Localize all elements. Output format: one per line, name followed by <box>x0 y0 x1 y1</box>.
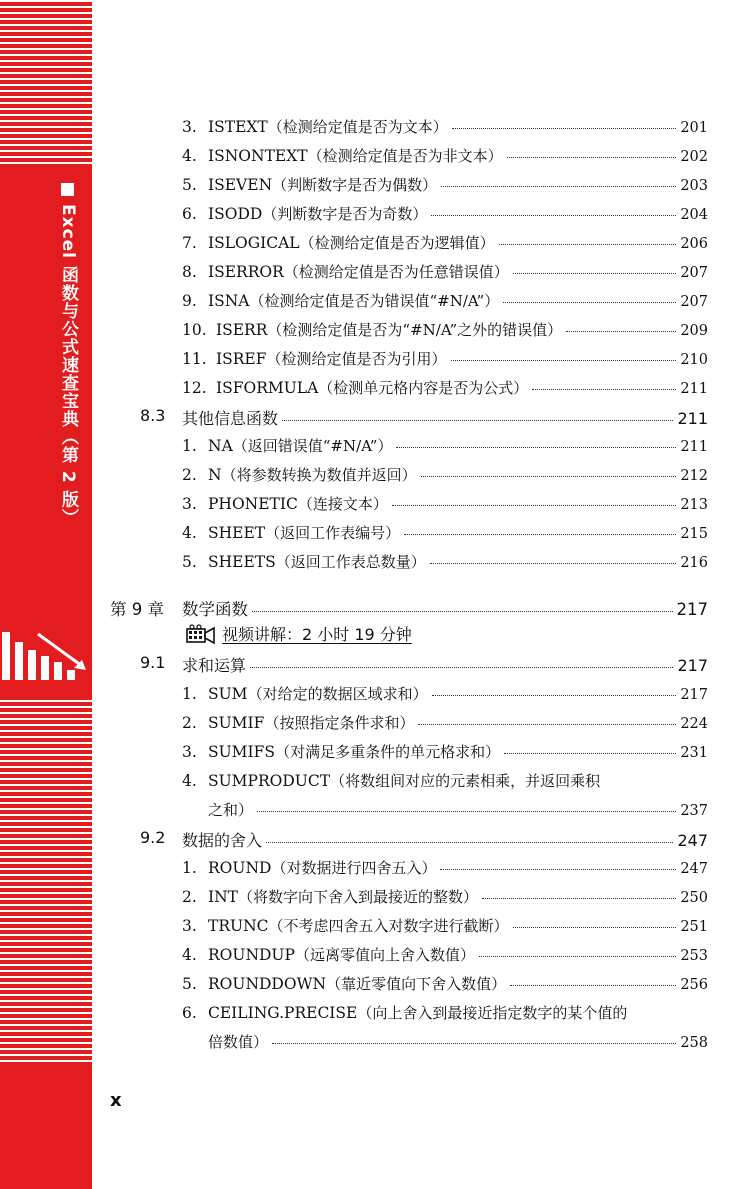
toc-entry-sheet[interactable]: 4. SHEET （返回工作表编号） 215 <box>182 524 708 542</box>
toc-entry-trunc[interactable]: 3. TRUNC （不考虑四舍五入对数字进行截断） 251 <box>182 917 708 935</box>
dot-leader <box>507 157 677 158</box>
dot-leader <box>421 476 677 477</box>
dot-leader <box>282 420 673 421</box>
dot-leader <box>396 447 676 448</box>
dot-leader <box>392 505 676 506</box>
dot-leader <box>252 611 673 612</box>
dot-leader <box>441 186 676 187</box>
dot-leader <box>418 724 676 725</box>
toc-entry-isformula[interactable]: 12. ISFORMULA （检测单元格内容是否为公式） 211 <box>182 379 708 397</box>
toc-entry-roundup[interactable]: 4. ROUNDUP （远离零值向上舍入数值） 253 <box>182 946 708 964</box>
dot-leader <box>510 985 676 986</box>
dot-leader <box>504 753 676 754</box>
toc-entry-iserr[interactable]: 10. ISERR （检测给定值是否为“#N/A”之外的错误值） 209 <box>182 321 708 339</box>
toc-entry-n[interactable]: 2. N （将参数转换为数值并返回） 212 <box>182 466 708 484</box>
dot-leader <box>503 302 676 303</box>
toc-section-8-3[interactable]: 其他信息函数 211 <box>182 409 708 428</box>
dot-leader <box>257 811 676 812</box>
section-number-9-2: 9.2 <box>140 828 166 847</box>
dot-leader <box>452 128 677 129</box>
toc-entry-isnontext[interactable]: 4. ISNONTEXT （检测给定值是否为非文本） 202 <box>182 147 708 165</box>
dot-leader <box>432 695 677 696</box>
toc-section-9-1[interactable]: 求和运算 217 <box>182 656 708 675</box>
dot-leader <box>482 898 676 899</box>
page-number: x <box>110 1090 122 1111</box>
toc-entry-istext[interactable]: 3. ISTEXT （检测给定值是否为文本） 201 <box>182 118 708 136</box>
toc-entry-sumproduct[interactable]: 4. SUMPRODUCT （将数组间对应的元素相乘，并返回乘积 <box>182 772 601 790</box>
dot-leader <box>250 667 673 668</box>
video-lecture-link[interactable] <box>186 622 412 645</box>
dot-leader <box>431 215 676 216</box>
toc-entry-iserror[interactable]: 8. ISERROR （检测给定值是否为任意错误值） 207 <box>182 263 708 281</box>
section-number-8-3: 8.3 <box>140 406 166 425</box>
toc-entry-iseven[interactable]: 5. ISEVEN （判断数字是否为偶数） 203 <box>182 176 708 194</box>
dot-leader <box>566 331 676 332</box>
toc-section-9-2[interactable]: 数据的舍入 247 <box>182 831 708 850</box>
toc-entry-rounddown[interactable]: 5. ROUNDDOWN （靠近零值向下舍入数值） 256 <box>182 975 708 993</box>
toc-entry-isref[interactable]: 11. ISREF （检测给定值是否为引用） 210 <box>182 350 708 368</box>
dot-leader <box>404 534 676 535</box>
video-lecture-text: 视频讲解：2 小时 19 分钟 <box>222 625 412 644</box>
toc-entry-sheets[interactable]: 5. SHEETS （返回工作表总数量） 216 <box>182 553 708 571</box>
dot-leader <box>272 1043 676 1044</box>
dot-leader <box>266 842 673 843</box>
toc-entry-ceiling-precise[interactable]: 6. CEILING.PRECISE （向上舍入到最接近指定数字的某个值的 <box>182 1004 628 1022</box>
dot-leader <box>499 244 677 245</box>
toc-entry-sum[interactable]: 1. SUM （对给定的数据区域求和） 217 <box>182 685 708 703</box>
dot-leader <box>532 389 676 390</box>
toc-entry-sumif[interactable]: 2. SUMIF （按照指定条件求和） 224 <box>182 714 708 732</box>
toc-entry-na[interactable]: 1. NA （返回错误值“#N/A”） 211 <box>182 437 708 455</box>
toc-entry-phonetic[interactable]: 3. PHONETIC （连接文本） 213 <box>182 495 708 513</box>
video-camera-icon <box>186 624 216 644</box>
dot-leader <box>479 956 676 957</box>
dot-leader <box>513 927 677 928</box>
toc-entry-islogical[interactable]: 7. ISLOGICAL （检测给定值是否为逻辑值） 206 <box>182 234 708 252</box>
sidebar-book-title: Excel 函数与公式速查宝典（第 2 版） <box>58 204 78 527</box>
toc-entry-round[interactable]: 1. ROUND （对数据进行四舍五入） 247 <box>182 859 708 877</box>
toc-entry-sumifs[interactable]: 3. SUMIFS （对满足多重条件的单元格求和） 231 <box>182 743 708 761</box>
toc-entry-sumproduct-cont[interactable]: 之和） 237 <box>208 801 708 819</box>
toc-chapter-9[interactable]: 数学函数 217 <box>182 600 708 619</box>
dot-leader <box>513 273 677 274</box>
chapter-number-9: 第 9 章 <box>110 600 164 619</box>
dot-leader <box>451 360 677 361</box>
toc-entry-ceiling-precise-cont[interactable]: 倍数值） 258 <box>208 1033 708 1051</box>
dot-leader <box>440 869 676 870</box>
section-number-9-1: 9.1 <box>140 653 166 672</box>
toc-entry-isodd[interactable]: 6. ISODD （判断数字是否为奇数） 204 <box>182 205 708 223</box>
toc-entry-isna[interactable]: 9. ISNA （检测给定值是否为错误值“#N/A”） 207 <box>182 292 708 310</box>
toc-entry-int[interactable]: 2. INT （将数字向下舍入到最接近的整数） 250 <box>182 888 708 906</box>
dot-leader <box>430 563 677 564</box>
